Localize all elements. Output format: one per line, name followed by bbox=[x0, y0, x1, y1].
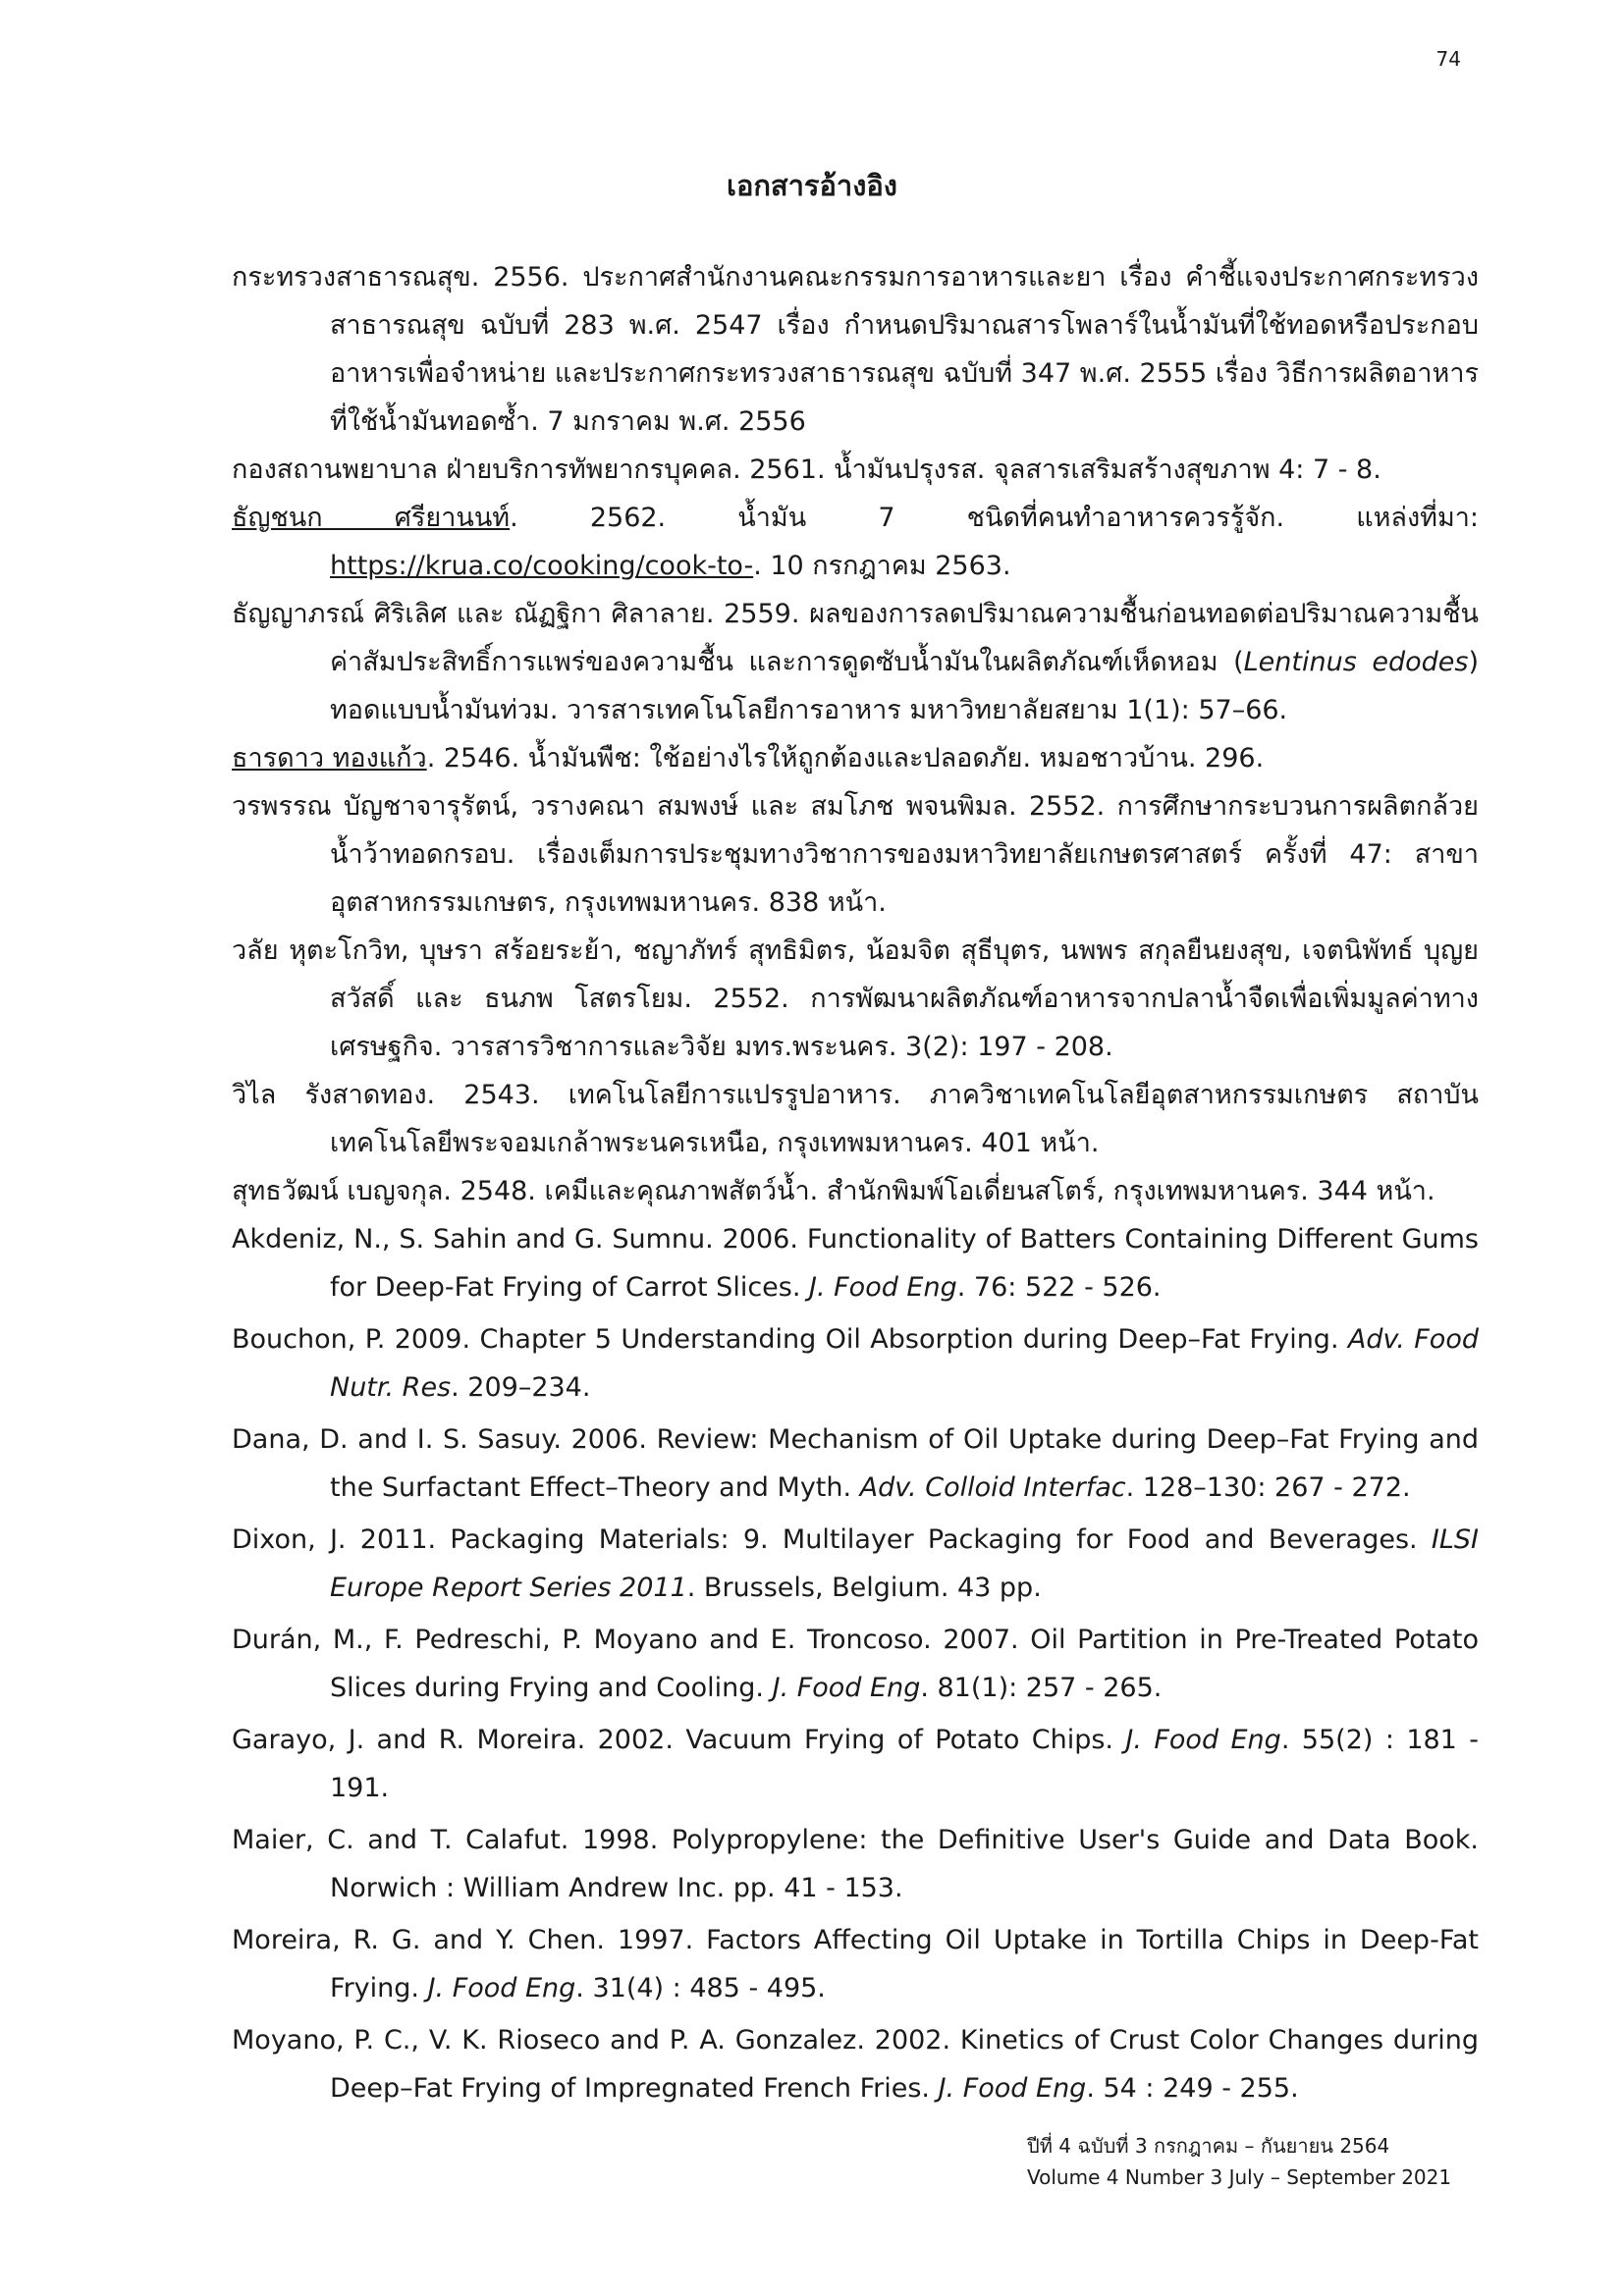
footer-english-issue: Volume 4 Number 3 July – September 2021 bbox=[1027, 2165, 1452, 2189]
reference-italic-text: J. Food Eng bbox=[938, 2073, 1087, 2104]
reference-text: . 55(2) : 181 - 191. bbox=[330, 1725, 1480, 1803]
reference-entry bbox=[232, 1415, 1479, 1512]
reference-entry bbox=[232, 494, 1479, 590]
reference-text: Dana, D. and I. S. Sasuy. 2006. Review: Mechanism of Oil Uptake during Deep–Fat Frying and the Surfactant Effect–Theory and Myth. bbox=[232, 1424, 1479, 1503]
reference-text: . 76: 522 - 526. bbox=[956, 1272, 1162, 1303]
footer-thai-issue: ปีที่ 4 ฉบับที่ 3 กรกฎาคม – กันยายน 2564 bbox=[1027, 2134, 1390, 2158]
reference-entry bbox=[232, 1816, 1479, 1912]
reference-italic-text: Lentinus edodes bbox=[1243, 647, 1469, 677]
reference-text: . 2546. น้ำมันพืช: ใช้อย่างไรให้ถูกต้องและปลอดภัย. หมอชาวบ้าน. 296. bbox=[426, 743, 1265, 774]
reference-entry bbox=[232, 590, 1479, 734]
reference-entry bbox=[232, 253, 1479, 446]
reference-entry bbox=[232, 1716, 1479, 1812]
reference-text: วลัย หุตะโกวิท, บุษรา สร้อยระย้า, ชญาภัทร์ สุทธิมิตร, น้อมจิต สุธีบุตร, นพพร สกุลยืนยงสุข, เจตนิพัทธ์ บุญยสวัสดิ์ และ ธนภพ โสตรโยม. 2552. การพัฒนาผลิตภัณฑ์อาหารจากปลาน้ำจืดเพื่อเพิ่มมูลค่าทางเศรษฐกิจ. วารสารวิชาการและวิจัย มทร.พระนคร. 3(2): 197 - 208. bbox=[232, 935, 1479, 1062]
journal-footer bbox=[1027, 2130, 1451, 2193]
reference-italic-text: Adv. Colloid Interfac bbox=[859, 1472, 1126, 1503]
reference-text: Durán, M., F. Pedreschi, P. Moyano and E. Troncoso. 2007. Oil Partition in Pre-Treated Potato Slices during Frying and Cooling. bbox=[232, 1625, 1479, 1703]
reference-entry bbox=[232, 1516, 1479, 1612]
reference-text: วรพรรณ บัญชาจารุรัตน์, วรางคณา สมพงษ์ และ สมโภช พจนพิมล. 2552. การศึกษากระบวนการผลิตกล้วยน้ำว้าทอดกรอบ. เรื่องเต็มการประชุมทางวิชาการของมหาวิทยาลัยเกษตรศาสตร์ ครั้งที่ 47: สาขาอุตสาหกรรมเกษตร, กรุงเทพมหานคร. 838 หน้า. bbox=[232, 791, 1479, 918]
reference-underlined-text: ธารดาว ทองแก้ว bbox=[232, 743, 427, 774]
reference-text: . 10 กรกฎาคม 2563. bbox=[753, 551, 1011, 581]
reference-italic-text: J. Food Eng bbox=[427, 1973, 576, 2003]
reference-underlined-text: https://krua.co/cooking/cook-to- bbox=[330, 551, 754, 581]
reference-text: ธัญญาภรณ์ ศิริเลิศ และ ณัฏฐิกา ศิลาลาย. 2559. ผลของการลดปริมาณความชื้นก่อนทอดต่อปริมาณความชื้นค่าสัมประสิทธิ์การแพร่ของความชื้น และการดูดซับน้ำมันในผลิตภัณฑ์เห็ดหอม ( bbox=[232, 599, 1479, 677]
reference-text: Akdeniz, N., S. Sahin and G. Sumnu. 2006. Functionality of Batters Containing Different Gums for Deep-Fat Frying of Carrot Slices. bbox=[232, 1224, 1479, 1303]
reference-italic-text: ILSI Europe Report Series 2011 bbox=[330, 1524, 1479, 1603]
reference-text: Dixon, J. 2011. Packaging Materials: 9. Multilayer Packaging for Food and Beverages. bbox=[232, 1524, 1432, 1555]
reference-text: Maier, C. and T. Calafut. 1998. Polypropylene: the Definitive User's Guide and Data Book. Norwich : William Andrew Inc. pp. 41 - 153. bbox=[232, 1825, 1479, 1903]
reference-italic-text: J. Food Eng bbox=[1125, 1725, 1281, 1755]
reference-text: . 81(1): 257 - 265. bbox=[920, 1673, 1163, 1703]
reference-entry bbox=[232, 734, 1479, 782]
reference-text: ) ทอดแบบน้ำมันท่วม. วารสารเทคโนโลยีการอาหาร มหาวิทยาลัยสยาม 1(1): 57–66. bbox=[330, 647, 1479, 725]
reference-entry bbox=[232, 1071, 1479, 1167]
reference-text: . 2562. น้ำมัน 7 ชนิดที่คนทำอาหารควรรู้จัก. แหล่งที่มา: bbox=[510, 503, 1480, 533]
reference-text: . 31(4) : 485 - 495. bbox=[575, 1973, 826, 2003]
reference-text: กระทรวงสาธารณสุข. 2556. ประกาศสำนักงานคณะกรรมการอาหารและยา เรื่อง คำชี้แจงประกาศกระทรวงสาธารณสุข ฉบับที่ 283 พ.ศ. 2547 เรื่อง กำหนดปริมาณสารโพลาร์ในน้ำมันที่ใช้ทอดหรือประกอบอาหารเพื่อจำหน่าย และประกาศกระทรวงสาธารณสุข ฉบับที่ 347 พ.ศ. 2555 เรื่อง วิธีการผลิตอาหารที่ใช้น้ำมันทอดซ้ำ. 7 มกราคม พ.ศ. 2556 bbox=[232, 262, 1479, 437]
page-number: 74 bbox=[1435, 47, 1461, 71]
reference-entry bbox=[232, 446, 1479, 494]
reference-entry bbox=[232, 1215, 1479, 1311]
reference-italic-text: J. Food Eng bbox=[772, 1673, 921, 1703]
reference-text: . 54 : 249 - 255. bbox=[1086, 2073, 1299, 2104]
reference-text: Garayo, J. and R. Moreira. 2002. Vacuum Frying of Potato Chips. bbox=[232, 1725, 1126, 1755]
reference-text: Moyano, P. C., V. K. Rioseco and P. A. Gonzalez. 2002. Kinetics of Crust Color Changes during Deep–Fat Frying of Impregnated French Fries. bbox=[232, 2025, 1479, 2104]
reference-text: . Brussels, Belgium. 43 pp. bbox=[686, 1573, 1042, 1603]
reference-entry bbox=[232, 1616, 1479, 1712]
reference-text: กองสถานพยาบาล ฝ่ายบริการทัพยากรบุคคล. 2561. น้ำมันปรุงรส. จุลสารเสริมสร้างสุขภาพ 4: 7 - 8. bbox=[232, 454, 1381, 485]
reference-italic-text: J. Food Eng bbox=[809, 1272, 957, 1303]
section-heading: เอกสารอ้างอิง bbox=[727, 169, 897, 202]
reference-text: Bouchon, P. 2009. Chapter 5 Understanding Oil Absorption during Deep–Fat Frying. bbox=[232, 1324, 1348, 1355]
reference-entry bbox=[232, 927, 1479, 1071]
reference-entry bbox=[232, 782, 1479, 927]
reference-entry bbox=[232, 1315, 1479, 1412]
reference-text: . 128–130: 267 - 272. bbox=[1125, 1472, 1411, 1503]
reference-italic-text: Adv. Food Nutr. Res bbox=[330, 1324, 1479, 1403]
reference-text: Moreira, R. G. and Y. Chen. 1997. Factors Affecting Oil Uptake in Tortilla Chips in Deep-Fat Frying. bbox=[232, 1925, 1479, 2003]
reference-entry bbox=[232, 1916, 1479, 2012]
reference-underlined-text: ธัญชนก ศรียานนท์ bbox=[232, 503, 511, 533]
reference-list bbox=[232, 253, 1479, 2116]
reference-text: วิไล รังสาดทอง. 2543. เทคโนโลยีการแปรรูปอาหาร. ภาควิชาเทคโนโลยีอุตสาหกรรมเกษตร สถาบันเทคโนโลยีพระจอมเกล้าพระนครเหนือ, กรุงเทพมหานคร. 401 หน้า. bbox=[232, 1080, 1479, 1158]
reference-text: . 209–234. bbox=[451, 1372, 591, 1403]
reference-text: สุทธวัฒน์ เบญจกุล. 2548. เคมีและคุณภาพสัตว์น้ำ. สำนักพิมพ์โอเดี่ยนสโตร์, กรุงเทพมหานคร. 344 หน้า. bbox=[232, 1176, 1435, 1206]
reference-entry bbox=[232, 2016, 1479, 2112]
reference-entry bbox=[232, 1167, 1479, 1215]
